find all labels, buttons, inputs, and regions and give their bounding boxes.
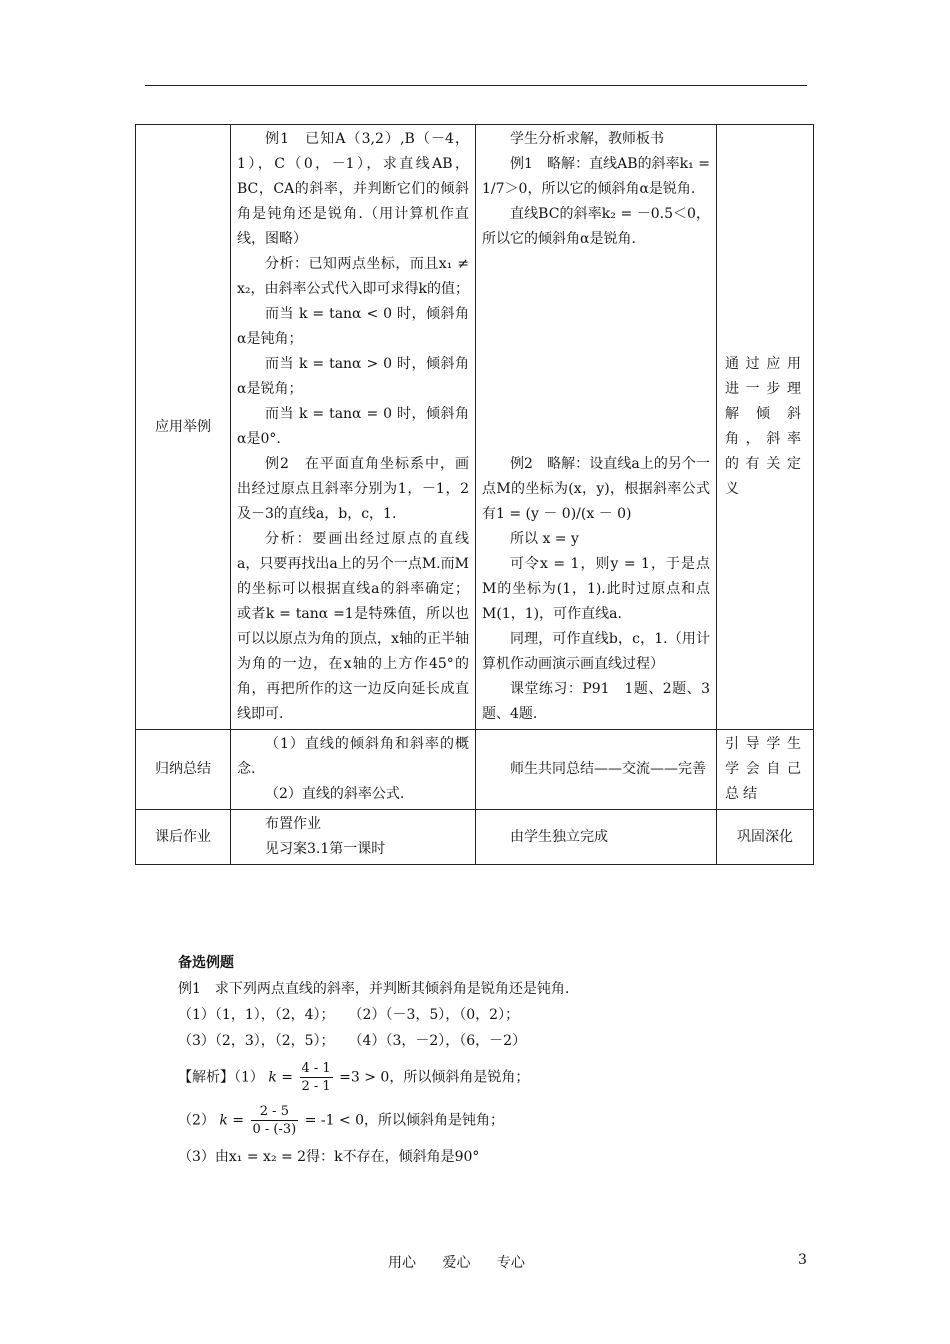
case-zero-text: 而当 k = tanα = 0 时，倾斜角α是0°.: [237, 406, 469, 447]
solution-2-others: 同理，可作直线b，c，1.（用计算机作动画演示画直线过程）: [482, 631, 710, 672]
header-rule: [145, 85, 807, 86]
analysis-1-text: 分析：已知两点坐标，而且x₁ ≠ x₂，由斜率公式代入即可求得k的值；: [237, 256, 469, 297]
solution-line-3: （3）由x₁ = x₂ = 2得：k不存在，倾斜角是90°: [178, 1149, 480, 1165]
cell-spacer: [482, 252, 710, 452]
page-number: 3: [798, 1252, 807, 1268]
case-acute-text: 而当 k = tanα > 0 时，倾斜角α是锐角；: [237, 356, 469, 397]
example-1-text: 例1 已知A（3,2）,B（－4，1），C（0，－1），求直线AB，BC，CA的斜率，并判断它们的倾斜角是钝角还是锐角.（用计算机作直线，图略）: [237, 131, 469, 247]
design-note-cell: [717, 730, 814, 810]
footer-word: 专心: [496, 1255, 525, 1271]
footer-word: 爱心: [442, 1255, 471, 1271]
table-row-summary: [136, 730, 814, 810]
denominator: 2 - 1: [301, 1079, 331, 1094]
student-cell: [476, 125, 717, 730]
teacher-cell: [231, 125, 476, 730]
footer-slogan: [388, 1252, 547, 1272]
summary-activity: 师生共同总结——交流——完善: [510, 761, 706, 777]
design-note: 通过应用进一步理解倾斜角，斜率的有关定义: [725, 356, 805, 497]
teacher-cell: [231, 810, 476, 865]
solution-1-prefix: 【解析】（1）: [178, 1069, 264, 1086]
numerator: 4 - 1: [301, 1061, 331, 1076]
design-note: 巩固深化: [737, 828, 793, 845]
case-obtuse-text: 而当 k = tanα < 0 时，倾斜角α是钝角；: [237, 306, 469, 347]
solution-line-2: [178, 1103, 798, 1138]
teacher-cell: [231, 730, 476, 810]
footer-word: 用心: [388, 1255, 416, 1271]
solution-2-text: 例2 略解：设直线a上的另个一点M的坐标为(x，y)，根据斜率公式有1 = (y － 0)/(x － 0): [482, 456, 710, 522]
design-note-cell: [717, 810, 814, 865]
student-cell: [476, 810, 717, 865]
student-activity-text: 学生分析求解，教师板书: [510, 131, 664, 147]
solution-2-prefix: （2）: [178, 1112, 215, 1129]
homework-title: 布置作业: [265, 816, 321, 832]
table-row-application: [136, 125, 814, 730]
row-label: 归纳总结: [136, 730, 231, 810]
fraction: [251, 1103, 299, 1138]
appendix-problem: 例1 求下列两点直线的斜率，并判断其倾斜角是锐角还是钝角.: [178, 981, 570, 997]
solution-2-suffix: = -1 < 0，所以倾斜角是钝角；: [304, 1112, 505, 1129]
solution-line-1: [178, 1060, 798, 1095]
appendix-items-2: （3）（2，3），（2，5）； （4）（3，－2），（6，－2）: [178, 1033, 527, 1049]
row-label: 课后作业: [136, 810, 231, 865]
k-variable: k =: [268, 1069, 294, 1086]
denominator: 0 - (-3): [252, 1122, 297, 1137]
appendix-items-1: （1）（1，1），（2，4）； （2）（－3，5），（0，2）；: [178, 1007, 520, 1023]
k-variable: k =: [219, 1112, 245, 1129]
design-note-cell: [717, 125, 814, 730]
solution-2-result: 所以 x = y: [510, 531, 579, 547]
solution-1-bc-text: 直线BC的斜率k₂ = －0.5＜0，所以它的倾斜角α是锐角.: [482, 206, 710, 247]
solution-1-suffix: =3 > 0，所以倾斜角是锐角；: [339, 1069, 530, 1086]
classroom-exercise: 课堂练习：P91 1题、2题、3题、4题.: [482, 681, 710, 722]
analysis-2-text: 分析：要画出经过原点的直线a，只要再找出a上的另个一点M.而M的坐标可以根据直线a的斜率确定；或者k = tanα =1是特殊值，所以也可以以原点为角的顶点，x轴的正半轴为角的一边，在x轴的上方作45°的角，再把所作的这一边反向延长成直线即可.: [237, 531, 469, 722]
appendix-title: 备选例题: [178, 955, 234, 971]
homework-detail: 见习案3.1第一课时: [265, 841, 386, 857]
homework-activity: 由学生独立完成: [510, 828, 608, 845]
summary-point-2: （2）直线的斜率公式.: [265, 786, 405, 802]
appendix: [178, 950, 798, 1170]
fraction: [300, 1060, 333, 1095]
design-note: 引导学生学会自己总结: [725, 736, 805, 802]
row-label: 应用举例: [136, 125, 231, 730]
table-row-homework: [136, 810, 814, 865]
solution-2-point: 可令x = 1，则y = 1，于是点M的坐标为(1，1).此时过原点和点M(1，1)，可作直线a.: [482, 556, 710, 622]
solution-1-text: 例1 略解：直线AB的斜率k₁ = 1/7＞0，所以它的倾斜角α是锐角.: [482, 156, 710, 197]
example-2-text: 例2 在平面直角坐标系中，画出经过原点且斜率分别为1，－1，2及－3的直线a，b，c，1.: [237, 456, 469, 522]
summary-point-1: （1）直线的倾斜角和斜率的概念.: [237, 736, 469, 777]
lesson-table: [135, 124, 814, 865]
student-cell: [476, 730, 717, 810]
numerator: 2 - 5: [251, 1103, 299, 1121]
